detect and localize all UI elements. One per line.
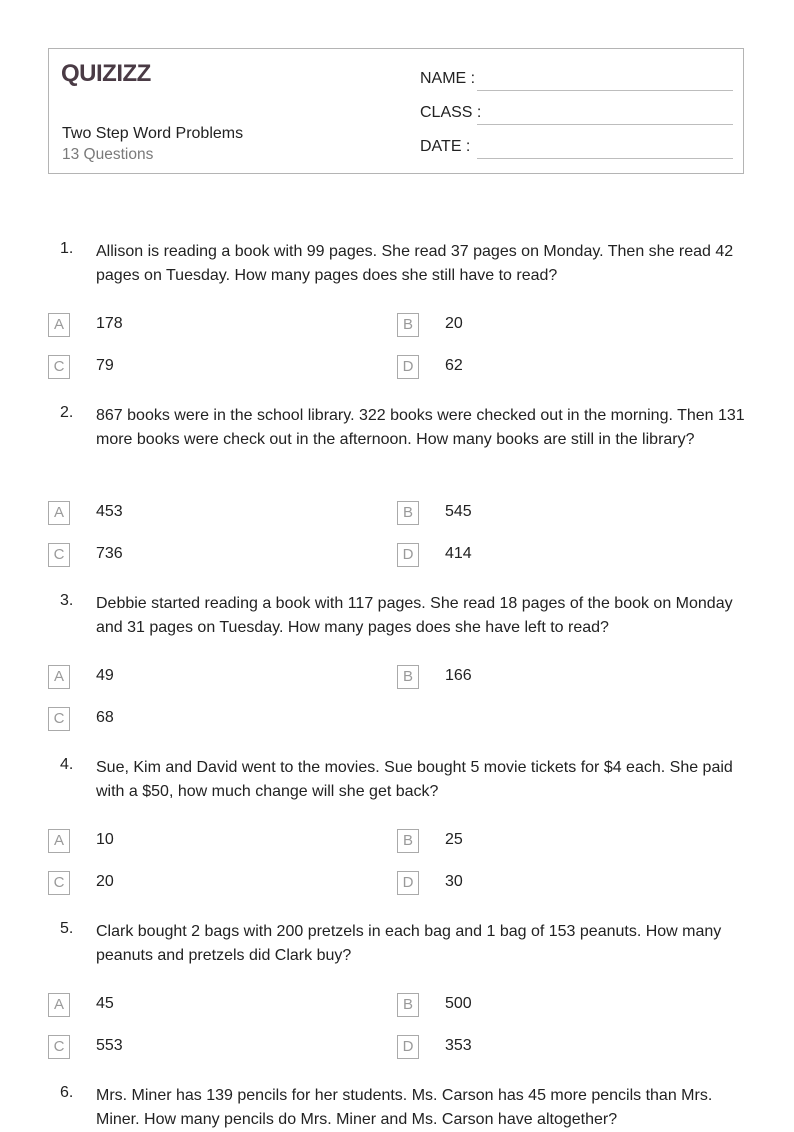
option-text: 10 [96,831,114,848]
option-text: 20 [445,315,463,332]
option-letter-box: B [397,313,419,337]
svg-text:QUIZIZZ: QUIZIZZ [61,60,151,87]
option-text: 30 [445,873,463,890]
option-text: 25 [445,831,463,848]
question-text: Sue, Kim and David went to the movies. Sue bought 5 movie tickets for $4 each. She paid with a $50, how much change will she get back? [96,759,733,800]
question-text: Clark bought 2 bags with 200 pretzels in each bag and 1 bag of 153 peanuts. How many peanuts and pretzels did Clark buy? [96,923,722,964]
option-text: 20 [96,873,114,890]
option-text: 166 [445,667,472,684]
question-text: Allison is reading a book with 99 pages. She read 37 pages on Monday. Then she read 42 pages on Tuesday. How many pages does she still have to read? [96,243,734,284]
option-text: 500 [445,995,472,1012]
question-text: 867 books were in the school library. 322 books were checked out in the morning. Then 131 more books were check out in the afternoon. How many books are still in the library? [96,407,745,448]
option-letter-box: B [397,993,419,1017]
quizizz-logo [61,59,153,87]
option-letter-box: C [48,707,70,731]
date-field[interactable] [420,135,733,159]
option-text: 62 [445,357,463,374]
option-letter-box: B [397,665,419,689]
option-text: 453 [96,503,123,520]
name-line[interactable] [477,90,733,91]
class-label: CLASS : [420,104,482,121]
option-text: 545 [445,503,472,520]
question-text: Mrs. Miner has 139 pencils for her students. Ms. Carson has 45 more pencils than Mrs. Miner. How many pencils do Mrs. Miner and Ms. Carson have altogether? [96,1087,713,1128]
option-text: 736 [96,545,123,562]
option-letter-box: A [48,665,70,689]
worksheet-title: Two Step Word Problems [62,125,244,142]
option-letter-box: D [397,1035,419,1059]
class-line[interactable] [477,124,733,125]
question-text: Debbie started reading a book with 117 pages. She read 18 pages of the book on Monday and 31 pages on Tuesday. How many pages does she have left to read? [96,595,733,636]
option-letter-box: C [48,543,70,567]
option-letter-box: C [48,871,70,895]
option-text: 414 [445,545,472,562]
option-text: 353 [445,1037,472,1054]
option-letter-box: A [48,993,70,1017]
option-letter-box: D [397,543,419,567]
option-letter-box: D [397,871,419,895]
question-count: 13 Questions [62,146,154,163]
option-text: 49 [96,667,114,684]
quizizz-logo-mark [61,59,153,87]
question-number: 2. [60,404,74,421]
option-letter-box: B [397,501,419,525]
question-number: 1. [60,240,74,257]
date-label: DATE : [420,138,471,155]
option-text: 553 [96,1037,123,1054]
name-field[interactable] [420,67,733,91]
option-text: 45 [96,995,114,1012]
option-letter-box: B [397,829,419,853]
option-text: 79 [96,357,114,374]
option-text: 68 [96,709,114,726]
option-letter-box: A [48,829,70,853]
option-letter-box: A [48,501,70,525]
date-line[interactable] [477,158,733,159]
name-label: NAME : [420,70,476,87]
option-letter-box: A [48,313,70,337]
option-letter-box: D [397,355,419,379]
option-text: 178 [96,315,123,332]
question-number: 5. [60,920,74,937]
question-number: 4. [60,756,74,773]
question-number: 6. [60,1084,74,1101]
question-number: 3. [60,592,74,609]
worksheet-header [48,48,744,174]
option-letter-box: C [48,355,70,379]
class-field[interactable] [420,101,733,125]
option-letter-box: C [48,1035,70,1059]
